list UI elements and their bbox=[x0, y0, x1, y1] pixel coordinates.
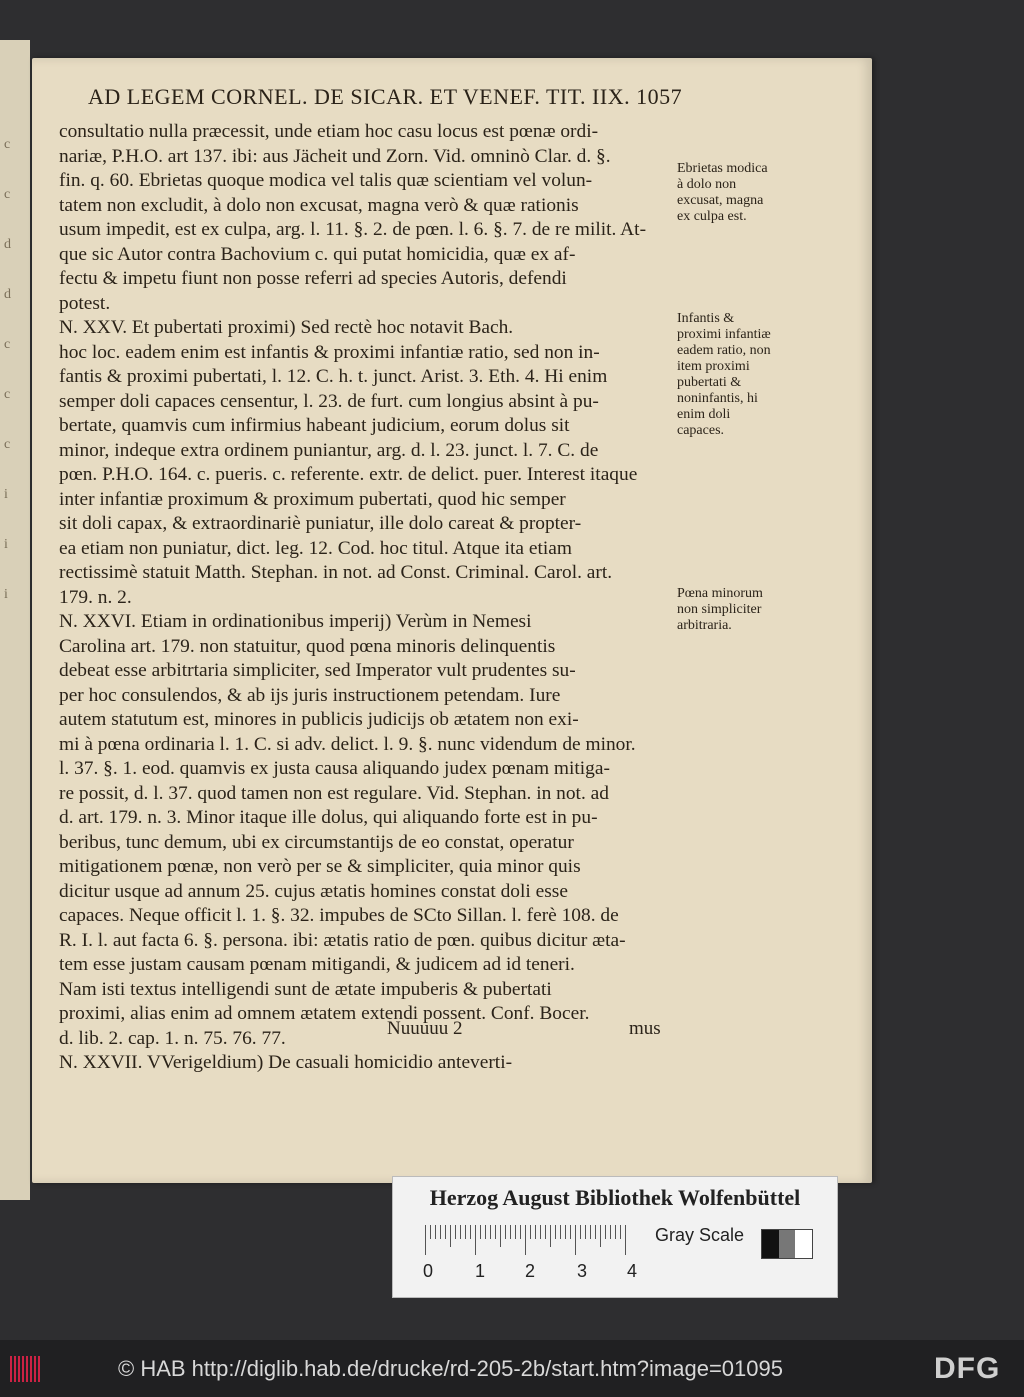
text-line: autem statutum est, minores in publicis judicijs ob ætatem non exi- bbox=[59, 709, 579, 730]
ruler-tick bbox=[465, 1225, 466, 1239]
ruler-tick bbox=[440, 1225, 441, 1239]
text-line: l. 37. §. 1. eod. quamvis ex justa causa aliquando judex pœnam mitiga- bbox=[59, 758, 610, 779]
ruler-tick bbox=[605, 1225, 606, 1239]
ruler-tick bbox=[625, 1225, 626, 1255]
margin-note-ebrietas: Ebrietas modica à dolo non excusat, magna ex culpa est. bbox=[677, 161, 768, 224]
ruler-tick bbox=[480, 1225, 481, 1239]
margin-note-poena: Pœna minorum non simpliciter arbitraria. bbox=[677, 586, 763, 633]
text-line: pœn. P.H.O. 164. c. pueris. c. referente. extr. de delict. puer. Interest itaque bbox=[59, 464, 638, 485]
ruler-tick bbox=[600, 1225, 601, 1247]
text-line: re possit, d. l. 37. quod tamen non est regulare. Vid. Stephan. in not. ad bbox=[59, 782, 609, 804]
text-line: 179. n. 2. bbox=[59, 586, 132, 608]
ruler-numbers bbox=[417, 1261, 657, 1285]
ruler-tick bbox=[470, 1225, 471, 1239]
edge-letter: c bbox=[4, 387, 11, 402]
text-line: semper doli capaces censentur, l. 23. de furt. cum longius absint à pu- bbox=[59, 390, 599, 412]
edge-letter: d bbox=[4, 287, 11, 302]
text-line: dicitur usque ad annum 25. cujus ætatis homines constat doli esse bbox=[59, 880, 568, 902]
ruler-tick bbox=[535, 1225, 536, 1239]
text-line: consultatio nulla præcessit, unde etiam hoc casu locus est pœnæ ordi- bbox=[59, 121, 599, 142]
main-text bbox=[59, 120, 676, 1076]
ruler-tick bbox=[485, 1225, 486, 1239]
ruler-tick bbox=[585, 1225, 586, 1239]
edge-letter: c bbox=[4, 187, 11, 202]
ruler-tick bbox=[550, 1225, 551, 1247]
book-page bbox=[32, 58, 872, 1183]
text-line: beribus, tunc demum, ubi ex circumstantijs de eo constat, operatur bbox=[59, 831, 574, 853]
ruler-tick bbox=[460, 1225, 461, 1239]
ruler-tick bbox=[545, 1225, 546, 1239]
ruler-tick bbox=[450, 1225, 451, 1247]
text-line: N. XXV. Et pubertati proximi) Sed rectè hoc notavit Bach. bbox=[59, 317, 514, 338]
text-line: sit doli capax, & extraordinariè puniatur, ille dolo careat & propter- bbox=[59, 513, 582, 534]
text-line: tem esse justam causam pœnam mitigandi, & judicem ad id teneri. bbox=[59, 954, 575, 975]
edge-letter: c bbox=[4, 137, 11, 152]
ruler-number: 4 bbox=[627, 1261, 638, 1281]
text-line: nariæ, P.H.O. art 137. ibi: aus Jächeit und Zorn. Vid. omninò Clar. d. §. bbox=[59, 145, 611, 167]
ruler-tick bbox=[435, 1225, 436, 1239]
edge-letter: i bbox=[4, 587, 8, 602]
ruler-tick bbox=[565, 1225, 566, 1239]
ruler-tick bbox=[505, 1225, 506, 1239]
scale-ruler bbox=[425, 1225, 629, 1255]
ruler-tick bbox=[455, 1225, 456, 1239]
ruler-tick bbox=[575, 1225, 576, 1255]
text-line: capaces. Neque officit l. 1. §. 32. impubes de SCto Sillan. l. ferè 108. de bbox=[59, 905, 619, 926]
margin-note-infantis: Infantis & proximi infantiæ eadem ratio, non item proximi pubertati & noninfantis, hi enim doli capaces. bbox=[677, 311, 771, 438]
ruler-tick bbox=[530, 1225, 531, 1239]
credit-link[interactable]: © HAB http://diglib.hab.de/drucke/rd-205-2b/start.htm?image=01095 bbox=[118, 1356, 783, 1381]
ruler-number: 3 bbox=[577, 1261, 588, 1281]
ruler-number: 0 bbox=[423, 1261, 434, 1281]
ruler-tick bbox=[495, 1225, 496, 1239]
ruler-tick bbox=[445, 1225, 446, 1239]
text-line: fin. q. 60. Ebrietas quoque modica vel talis quæ scientiam vel volun- bbox=[59, 170, 593, 191]
text-line: d. art. 179. n. 3. Minor itaque ille dolus, qui aliquando forte est in pu- bbox=[59, 807, 598, 828]
ruler-tick bbox=[590, 1225, 591, 1239]
text-line: N. XXVI. Etiam in ordinationibus imperij) Verùm in Nemesi bbox=[59, 611, 532, 632]
text-line: potest. bbox=[59, 292, 111, 314]
signature-mark: Nuuuuu 2 bbox=[387, 1018, 463, 1039]
text-line: fectu & impetu fiunt non posse referri ad species Autoris, defendi bbox=[59, 268, 567, 289]
ruler-number: 1 bbox=[475, 1261, 486, 1281]
ruler-tick bbox=[620, 1225, 621, 1239]
text-line: hoc loc. eadem enim est infantis & proximi infantiæ ratio, sed non in- bbox=[59, 341, 600, 363]
text-line: R. I. l. aut facta 6. §. persona. ibi: ætatis ratio de pœn. quibus dicitur æta- bbox=[59, 929, 626, 951]
ruler-tick bbox=[555, 1225, 556, 1239]
ruler-tick bbox=[500, 1225, 501, 1247]
text-line: ea etiam non puniatur, dict. leg. 12. Cod. hoc titul. Atque ita etiam bbox=[59, 537, 572, 559]
ruler-tick bbox=[525, 1225, 526, 1255]
gray-scale-label: Gray Scale bbox=[655, 1225, 745, 1245]
left-page-letters bbox=[4, 120, 26, 620]
ruler-tick bbox=[595, 1225, 596, 1239]
edge-letter: c bbox=[4, 337, 11, 352]
ruler-tick bbox=[425, 1225, 426, 1255]
text-line: rectissimè statuit Matth. Stephan. in not. ad Const. Criminal. Carol. art. bbox=[59, 562, 613, 583]
catchword: mus bbox=[629, 1018, 661, 1039]
ruler-tick bbox=[475, 1225, 476, 1255]
text-line: mitigationem pœnæ, non verò per se & simpliciter, quia minor quis bbox=[59, 856, 581, 877]
ruler-tick bbox=[510, 1225, 511, 1239]
ruler-tick bbox=[570, 1225, 571, 1239]
edge-letter: i bbox=[4, 537, 8, 552]
text-line: d. lib. 2. cap. 1. n. 75. 76. 77. bbox=[59, 1027, 286, 1049]
running-title: AD LEGEM CORNEL. DE SICAR. ET VENEF. TIT. IIX. 1057 bbox=[88, 84, 683, 109]
text-line: inter infantiæ proximum & proximum pubertati, quod hic semper bbox=[59, 488, 566, 510]
ruler-tick bbox=[610, 1225, 611, 1239]
gray-scale-swatch bbox=[761, 1229, 813, 1259]
ruler-tick bbox=[560, 1225, 561, 1239]
text-line: tatem non excludit, à dolo non excusat, magna verò & quæ rationis bbox=[59, 194, 579, 216]
edge-letter: c bbox=[4, 437, 11, 452]
edge-letter: d bbox=[4, 237, 11, 252]
ruler-tick bbox=[430, 1225, 431, 1239]
library-name: Herzog August Bibliothek Wolfenbüttel bbox=[429, 1185, 801, 1210]
text-line: debeat esse arbitrtaria simpliciter, sed Imperator vult prudentes su- bbox=[59, 660, 576, 681]
ruler-number: 2 bbox=[525, 1261, 536, 1281]
text-line: proximi, alias enim ad omnem ætatem extendi possent. Conf. Bocer. bbox=[59, 1003, 590, 1024]
left-page-edge bbox=[0, 40, 30, 1200]
text-line: N. XXVII. VVerigeldium) De casuali homicidio anteverti- bbox=[59, 1052, 513, 1073]
text-line: que sic Autor contra Bachovium c. qui putat homicidia, quæ ex af- bbox=[59, 243, 576, 265]
ruler-tick bbox=[540, 1225, 541, 1239]
bottom-bar bbox=[0, 1340, 1024, 1397]
text-line: minor, indeque extra ordinem puniantur, arg. d. l. 23. junct. l. 7. C. de bbox=[59, 439, 599, 461]
text-line: per hoc consulendos, & ab ijs juris instructionem petendam. Iure bbox=[59, 684, 561, 706]
text-line: Nam isti textus intelligendi sunt de ætate impuberis & pubertati bbox=[59, 978, 552, 1000]
ruler-tick bbox=[520, 1225, 521, 1239]
text-line: mi à pœna ordinaria l. 1. C. si adv. delict. l. 9. §. nunc videndum de minor. bbox=[59, 733, 636, 755]
edge-letter: i bbox=[4, 487, 8, 502]
text-line: usum impedit, est ex culpa, arg. l. 11. §. 2. de pœn. l. 6. §. 7. de re milit. At- bbox=[59, 219, 647, 240]
ruler-tick bbox=[490, 1225, 491, 1239]
hab-logo-icon bbox=[10, 1356, 44, 1382]
text-line: bertate, quamvis cum infirmius habeant judicium, eorum dolus sit bbox=[59, 415, 570, 436]
text-line: Carolina art. 179. non statuitur, quod pœna minoris delinquentis bbox=[59, 635, 556, 657]
library-label-card bbox=[392, 1176, 838, 1298]
ruler-tick bbox=[615, 1225, 616, 1239]
ruler-tick bbox=[515, 1225, 516, 1239]
ruler-tick bbox=[580, 1225, 581, 1239]
dfg-logo: DFG bbox=[934, 1352, 1001, 1385]
text-line: fantis & proximi pubertati, l. 12. C. h. t. junct. Arist. 3. Eth. 4. Hi enim bbox=[59, 366, 608, 387]
